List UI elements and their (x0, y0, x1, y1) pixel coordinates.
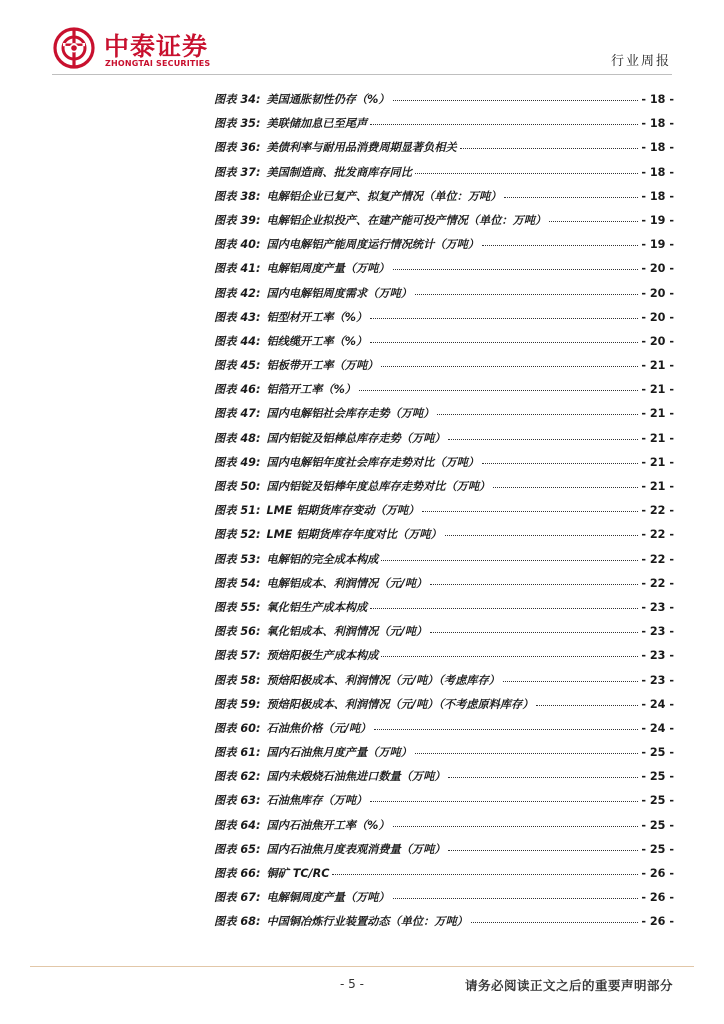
toc-label (214, 647, 260, 663)
toc-entry[interactable] (214, 551, 674, 575)
toc-entry[interactable] (214, 792, 674, 816)
toc-label-prefix: 图表 (214, 165, 237, 179)
toc-figure-number: 46: (240, 383, 261, 397)
logo-english-name: ZHONGTAI SECURITIES (105, 59, 211, 68)
toc-label (214, 164, 260, 180)
toc-label (214, 405, 260, 421)
toc-figure-number: 51: (240, 504, 261, 518)
toc-label (214, 454, 260, 470)
toc-title: 预焙阳极生产成本构成 (266, 649, 379, 663)
toc-dot-leader (393, 898, 639, 899)
toc-page-number: - 24 - (641, 721, 674, 735)
toc-figure-number: 53: (240, 552, 261, 566)
toc-entry[interactable] (214, 405, 674, 429)
toc-label (214, 478, 260, 494)
toc-label (214, 188, 260, 204)
toc-dot-leader (415, 173, 638, 174)
toc-title: 电解铝企业拟投产、在建产能可投产情况（单位：万吨） (266, 213, 547, 227)
toc-label (214, 333, 260, 349)
toc-dot-leader (332, 874, 638, 875)
toc-entry[interactable] (214, 188, 674, 212)
toc-title: 国内电解铝社会库存走势（万吨） (266, 407, 435, 421)
zhongtai-logo-icon (52, 26, 96, 70)
toc-label (214, 357, 260, 373)
toc-figure-number: 45: (240, 359, 261, 373)
toc-page-number: - 22 - (641, 528, 674, 542)
toc-label (214, 309, 260, 325)
toc-figure-number: 35: (240, 117, 261, 131)
toc-title: 国内电解铝周度需求（万吨） (266, 286, 412, 300)
toc-label (214, 260, 260, 276)
toc-label-prefix: 图表 (214, 721, 237, 735)
toc-label-prefix: 图表 (214, 794, 237, 808)
toc-label (214, 285, 260, 301)
toc-label-prefix: 图表 (214, 286, 237, 300)
toc-page-number: - 25 - (641, 794, 674, 808)
toc-entry[interactable] (214, 889, 674, 913)
toc-label (214, 792, 260, 808)
toc-entry[interactable] (214, 647, 674, 671)
toc-label-prefix: 图表 (214, 189, 237, 203)
toc-figure-number: 60: (240, 721, 261, 735)
toc-dot-leader (482, 463, 638, 464)
toc-entry[interactable] (214, 672, 674, 696)
toc-entry[interactable] (214, 139, 674, 163)
toc-label (214, 381, 260, 397)
toc-label (214, 551, 260, 567)
toc-label-prefix: 图表 (214, 455, 237, 469)
toc-title: 电解铝企业已复产、拟复产情况（单位：万吨） (266, 189, 502, 203)
toc-title: 氧化铝成本、利润情况（元/吨） (266, 625, 428, 639)
toc-title: 氧化铝生产成本构成 (266, 600, 368, 614)
toc-page-number: - 20 - (641, 334, 674, 348)
footer-divider (30, 966, 694, 967)
toc-label (214, 526, 260, 542)
toc-page-number: - 20 - (641, 262, 674, 276)
toc-dot-leader (493, 487, 638, 488)
toc-dot-leader (393, 100, 639, 101)
toc-page-number: - 26 - (641, 891, 674, 905)
toc-title: LME 铝期货库存年度对比（万吨） (266, 528, 442, 542)
toc-page-number: - 21 - (641, 431, 674, 445)
toc-figure-number: 43: (240, 310, 261, 324)
toc-page-number: - 22 - (641, 552, 674, 566)
toc-page-number: - 25 - (641, 746, 674, 760)
toc-label (214, 623, 260, 639)
toc-label-prefix: 图表 (214, 842, 237, 856)
toc-figure-number: 56: (240, 625, 261, 639)
toc-label (214, 575, 260, 591)
toc-entry[interactable] (214, 236, 674, 260)
toc-dot-leader (445, 535, 639, 536)
toc-entry[interactable] (214, 720, 674, 744)
toc-entry[interactable] (214, 115, 674, 139)
toc-entry[interactable] (214, 768, 674, 792)
toc-label-prefix: 图表 (214, 867, 237, 880)
toc-page-number: - 18 - (641, 117, 674, 131)
toc-label (214, 672, 260, 688)
toc-title: 国内未煅烧石油焦进口数量（万吨） (266, 770, 446, 784)
toc-label (214, 768, 260, 784)
toc-title: 中国铜冶炼行业装置动态（单位：万吨） (266, 915, 468, 929)
toc-page-number: - 23 - (641, 673, 674, 687)
toc-dot-leader (415, 294, 638, 295)
toc-entry[interactable] (214, 744, 674, 768)
toc-label-prefix: 图表 (214, 383, 237, 397)
toc-title: 美联储加息已至尾声 (266, 117, 368, 131)
toc-dot-leader (430, 632, 638, 633)
toc-page-number: - 25 - (641, 818, 674, 832)
toc-page-number: - 18 - (641, 189, 674, 203)
toc-dot-leader (448, 850, 638, 851)
toc-label-prefix: 图表 (214, 649, 237, 663)
toc-label-prefix: 图表 (214, 625, 237, 639)
toc-entry[interactable] (214, 454, 674, 478)
toc-label (214, 91, 260, 107)
toc-title: 铝型材开工率（%） (266, 310, 368, 324)
toc-figure-number: 37: (240, 165, 261, 179)
toc-entry[interactable] (214, 91, 674, 115)
toc-label (214, 817, 260, 833)
toc-figure-number: 62: (240, 770, 261, 784)
toc-dot-leader (370, 608, 638, 609)
toc-entry[interactable] (214, 381, 674, 405)
toc-figure-number: 65: (240, 842, 261, 856)
toc-figure-number: 49: (240, 455, 261, 469)
toc-page-number: - 24 - (641, 697, 674, 711)
disclaimer: 请务必阅读正文之后的重要声明部分 (464, 978, 673, 993)
toc-dot-leader (393, 269, 639, 270)
toc-label (214, 744, 260, 760)
toc-label-prefix: 图表 (214, 238, 237, 252)
toc-entry[interactable] (214, 502, 674, 526)
toc-title: 石油焦库存（万吨） (266, 794, 368, 808)
toc-label-prefix: 图表 (214, 480, 237, 493)
toc-label (214, 430, 260, 446)
toc-page-number: - 20 - (641, 286, 674, 300)
toc-page-number: - 26 - (641, 915, 674, 929)
toc-dot-leader (381, 656, 638, 657)
page-number: - 5 - (340, 977, 364, 991)
toc-dot-leader (415, 753, 638, 754)
toc-figure-number: 40: (240, 238, 261, 252)
toc-title: LME 铝期货库存变动（万吨） (266, 504, 420, 518)
toc-label (214, 889, 260, 905)
toc-title: 国内石油焦月度产量（万吨） (266, 746, 412, 760)
toc-dot-leader (460, 148, 639, 149)
toc-entry[interactable] (214, 430, 674, 454)
toc-page-number: - 18 - (641, 141, 674, 155)
toc-title: 国内电解铝年度社会库存走势对比（万吨） (266, 455, 480, 469)
toc-page-number: - 23 - (641, 649, 674, 663)
toc-title: 电解铜周度产量（万吨） (266, 891, 390, 905)
toc-entry[interactable] (214, 696, 674, 720)
report-type: 行业周报 (610, 54, 671, 69)
toc-label-prefix: 图表 (214, 334, 237, 348)
toc-dot-leader (471, 922, 639, 923)
toc-dot-leader (381, 366, 638, 367)
toc-page-number: - 23 - (641, 625, 674, 639)
toc-title: 石油焦价格（元/吨） (266, 721, 372, 735)
toc-figure-number: 50: (240, 480, 261, 493)
toc-dot-leader (482, 245, 638, 246)
toc-entry[interactable] (214, 526, 674, 550)
toc-dot-leader (437, 414, 638, 415)
toc-figure-number: 52: (240, 528, 261, 542)
toc-figure-number: 67: (240, 891, 261, 905)
toc-figure-number: 64: (240, 818, 261, 832)
toc-page-number: - 21 - (641, 407, 674, 421)
toc-dot-leader (430, 584, 638, 585)
toc-page-number: - 19 - (641, 238, 674, 252)
toc-figure-number: 59: (240, 697, 261, 711)
toc-title: 铝箔开工率（%） (266, 383, 356, 397)
toc-label (214, 212, 260, 228)
toc-page-number: - 25 - (641, 770, 674, 784)
toc-title: 铝板带开工率（万吨） (266, 359, 379, 373)
toc-label (214, 139, 260, 155)
toc-label-prefix: 图表 (214, 746, 237, 760)
toc-title: 铜矿 TC/RC (266, 867, 330, 880)
toc-entry[interactable] (214, 575, 674, 599)
toc-label-prefix: 图表 (214, 600, 237, 614)
toc-figure-number: 38: (240, 189, 261, 203)
toc-figure-number: 66: (240, 867, 261, 880)
toc-entry[interactable] (214, 478, 674, 502)
toc-label (214, 865, 260, 881)
toc-label (214, 913, 260, 929)
toc-dot-leader (374, 729, 638, 730)
toc-dot-leader (448, 439, 638, 440)
toc-dot-leader (422, 511, 638, 512)
toc-label (214, 841, 260, 857)
toc-label-prefix: 图表 (214, 915, 237, 929)
toc-figure-number: 61: (240, 746, 261, 760)
toc-page-number: - 21 - (641, 383, 674, 397)
toc-label-prefix: 图表 (214, 407, 237, 421)
toc-title: 美国制造商、批发商库存同比 (266, 165, 412, 179)
toc-dot-leader (370, 801, 638, 802)
toc-dot-leader (359, 390, 638, 391)
toc-title: 预焙阳极成本、利润情况（元/吨）（考虑库存） (266, 673, 500, 687)
toc-label-prefix: 图表 (214, 504, 237, 518)
toc-dot-leader (503, 681, 638, 682)
toc-figure-number: 41: (240, 262, 261, 276)
toc-entry[interactable] (214, 212, 674, 236)
toc-page-number: - 22 - (641, 576, 674, 590)
toc-title: 国内铝锭及铝棒年度总库存走势对比（万吨） (266, 480, 491, 493)
toc-page-number: - 25 - (641, 842, 674, 856)
toc-title: 铝线缆开工率（%） (266, 334, 368, 348)
toc-entry[interactable] (214, 841, 674, 865)
toc-title: 国内石油焦月度表观消费量（万吨） (266, 842, 446, 856)
toc-title: 国内铝锭及铝棒总库存走势（万吨） (266, 431, 446, 445)
toc-figure-number: 36: (240, 141, 261, 155)
toc-dot-leader (393, 826, 639, 827)
toc-dot-leader (370, 318, 638, 319)
toc-label (214, 115, 260, 131)
toc-label-prefix: 图表 (214, 93, 237, 106)
toc-figure-number: 54: (240, 576, 261, 590)
toc-dot-leader (549, 221, 638, 222)
toc-entry[interactable] (214, 599, 674, 623)
toc-entry[interactable] (214, 285, 674, 309)
toc-entry[interactable] (214, 260, 674, 284)
toc-title: 电解铝周度产量（万吨） (266, 262, 390, 276)
toc-figure-number: 63: (240, 794, 261, 808)
toc-dot-leader (381, 560, 638, 561)
toc-page-number: - 21 - (641, 359, 674, 373)
toc-label-prefix: 图表 (214, 818, 237, 832)
toc-entry[interactable] (214, 333, 674, 357)
toc-dot-leader (370, 342, 638, 343)
logo-chinese-name: 中泰证券 (104, 32, 209, 61)
toc-dot-leader (448, 777, 638, 778)
toc-title: 国内石油焦开工率（%） (266, 818, 390, 832)
toc-dot-leader (370, 124, 638, 125)
toc-entry[interactable] (214, 164, 674, 188)
toc-dot-leader (536, 705, 638, 706)
toc-label-prefix: 图表 (214, 528, 237, 542)
page-header (0, 0, 724, 80)
toc-page-number: - 18 - (641, 165, 674, 179)
toc-figure-number: 57: (240, 649, 261, 663)
toc-title: 国内电解铝产能周度运行情况统计（万吨） (266, 238, 480, 252)
toc-page-number: - 23 - (641, 600, 674, 614)
toc-label-prefix: 图表 (214, 552, 237, 566)
toc-label-prefix: 图表 (214, 141, 237, 155)
toc-label-prefix: 图表 (214, 262, 237, 276)
toc-label-prefix: 图表 (214, 576, 237, 590)
toc-page-number: - 21 - (641, 480, 674, 493)
toc-figure-number: 58: (240, 673, 261, 687)
toc-figure-number: 42: (240, 286, 261, 300)
toc-figure-number: 34: (240, 93, 261, 106)
toc-figure-number: 44: (240, 334, 261, 348)
toc-label (214, 720, 260, 736)
toc-page-number: - 18 - (641, 93, 674, 106)
toc-title: 美国通胀韧性仍存（%） (266, 93, 390, 106)
toc-figure-number: 48: (240, 431, 261, 445)
toc-label-prefix: 图表 (214, 673, 237, 687)
toc-figure-number: 39: (240, 213, 261, 227)
header-divider (52, 74, 672, 75)
company-logo (52, 26, 222, 72)
toc-label-prefix: 图表 (214, 697, 237, 711)
toc-figure-number: 68: (240, 915, 261, 929)
figure-list (214, 91, 674, 938)
toc-label-prefix: 图表 (214, 431, 237, 445)
toc-figure-number: 55: (240, 600, 261, 614)
toc-title: 美债利率与耐用品消费周期显著负相关 (266, 141, 457, 155)
toc-label-prefix: 图表 (214, 359, 237, 373)
toc-label (214, 502, 260, 518)
toc-label-prefix: 图表 (214, 770, 237, 784)
toc-label-prefix: 图表 (214, 213, 237, 227)
toc-entry[interactable] (214, 865, 674, 889)
toc-page-number: - 21 - (641, 455, 674, 469)
toc-label-prefix: 图表 (214, 310, 237, 324)
toc-dot-leader (504, 197, 638, 198)
toc-page-number: - 22 - (641, 504, 674, 518)
toc-figure-number: 47: (240, 407, 261, 421)
toc-title: 电解铝的完全成本构成 (266, 552, 379, 566)
toc-page-number: - 20 - (641, 310, 674, 324)
toc-label (214, 599, 260, 615)
toc-page-number: - 19 - (641, 213, 674, 227)
toc-title: 预焙阳极成本、利润情况（元/吨）（不考虑原料库存） (266, 697, 534, 711)
toc-page-number: - 26 - (641, 867, 674, 880)
toc-label-prefix: 图表 (214, 117, 237, 131)
toc-title: 电解铝成本、利润情况（元/吨） (266, 576, 428, 590)
toc-label (214, 696, 260, 712)
toc-label-prefix: 图表 (214, 891, 237, 905)
toc-label (214, 236, 260, 252)
toc-entry[interactable] (214, 357, 674, 381)
toc-entry[interactable] (214, 309, 674, 333)
toc-entry[interactable] (214, 913, 674, 937)
toc-entry[interactable] (214, 623, 674, 647)
toc-entry[interactable] (214, 817, 674, 841)
